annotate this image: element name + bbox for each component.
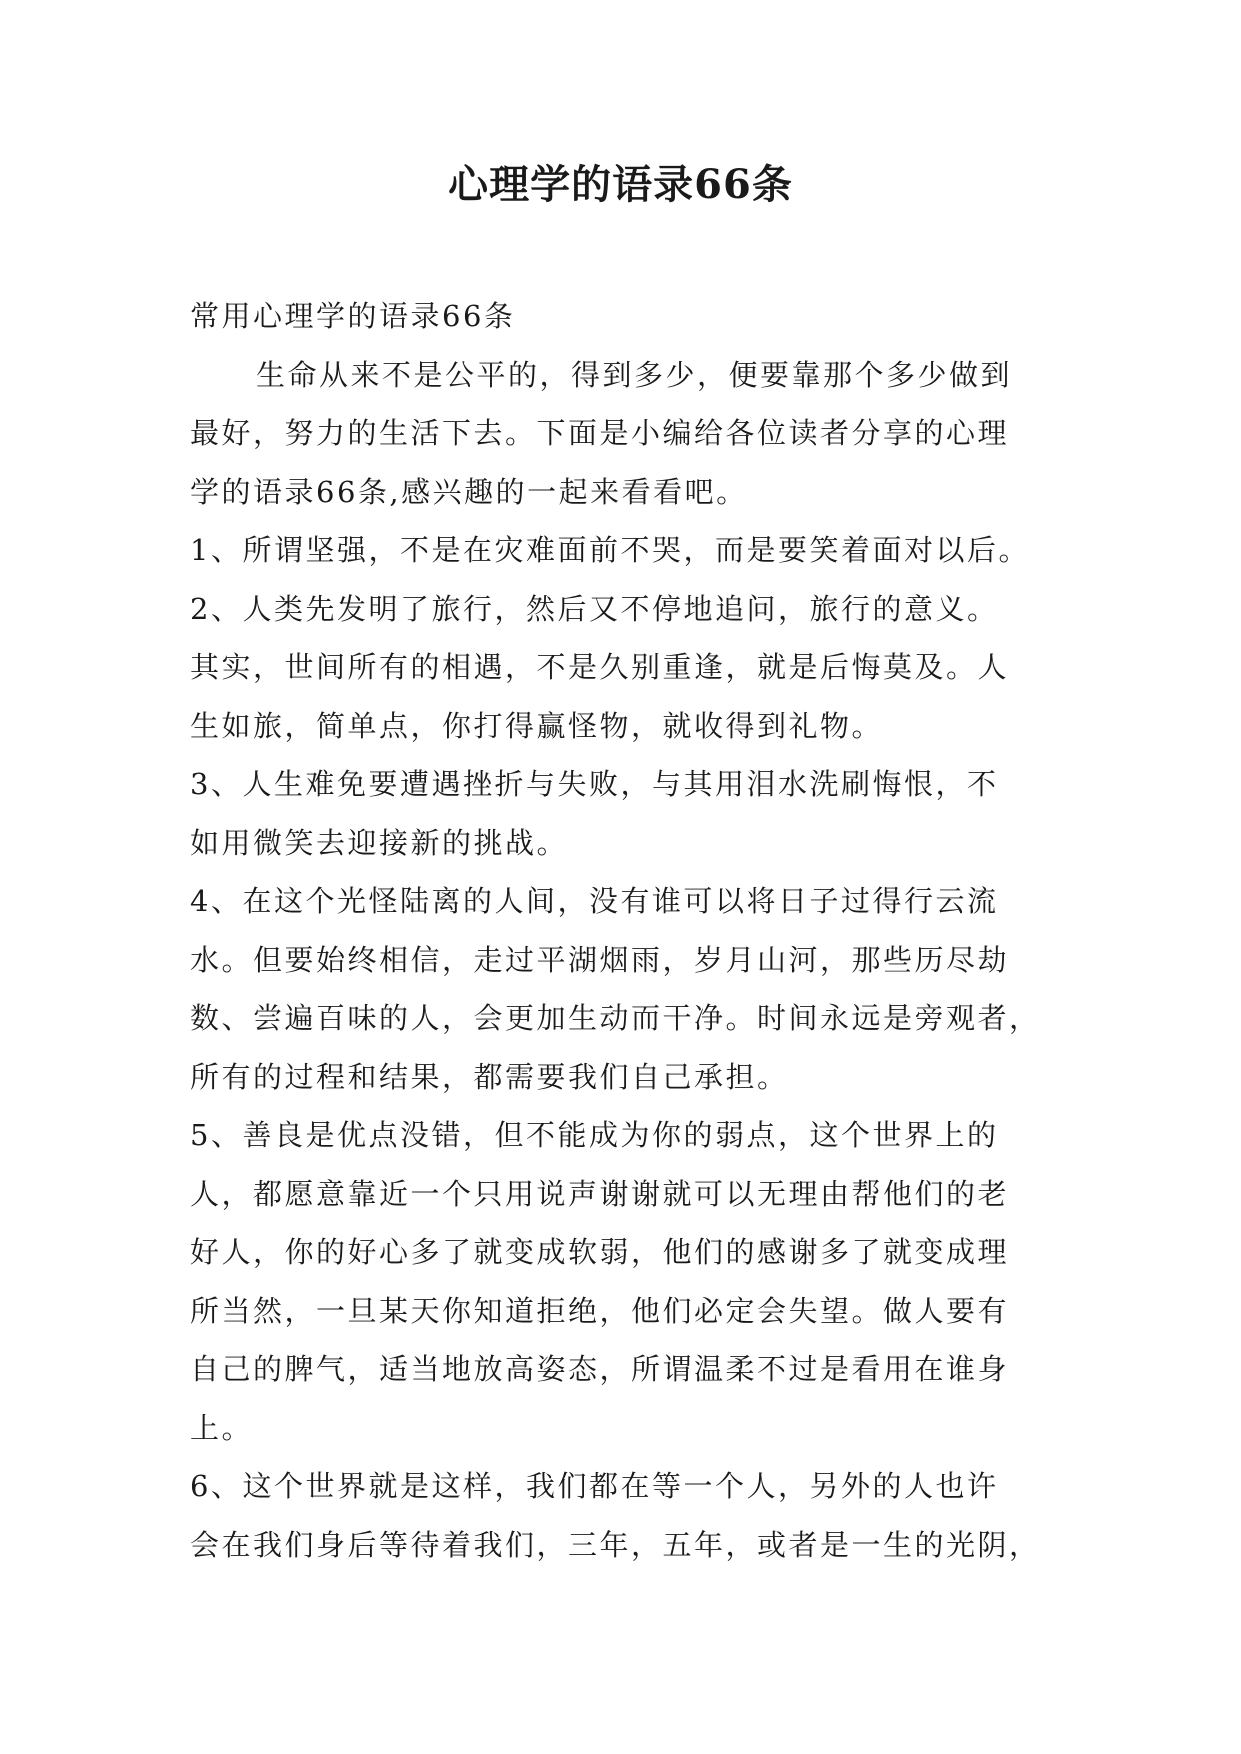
quote-line: 生如旅，简单点，你打得赢怪物，就收得到礼物。 bbox=[190, 708, 884, 743]
quote-line: 好人，你的好心多了就变成软弱，他们的感谢多了就变成理 bbox=[190, 1235, 1010, 1269]
quote-line: 5、善良是优点没错，但不能成为你的弱点，这个世界上的 bbox=[190, 1118, 999, 1152]
quote-line: 自己的脾气，适当地放高姿态，所谓温柔不过是看用在谁身 bbox=[190, 1352, 1010, 1386]
document-body bbox=[190, 287, 1070, 1574]
quote-line: 会在我们身后等待着我们，三年，五年，或者是一生的光阴， bbox=[190, 1527, 1041, 1562]
quote-line: 人，都愿意靠近一个只用说声谢谢就可以无理由帮他们的老 bbox=[190, 1176, 1010, 1211]
quote-line: 如用微笑去迎接新的挑战。 bbox=[190, 825, 569, 860]
quote-line: 4、在这个光怪陆离的人间，没有谁可以将日子过得行云流 bbox=[190, 884, 999, 918]
quote-line: 数、尝遍百味的人，会更加生动而干净。时间永远是旁观者， bbox=[190, 1001, 1041, 1035]
quote-line: 2、人类先发明了旅行，然后又不停地追问，旅行的意义。 bbox=[190, 591, 999, 626]
quote-line: 3、人生难免要遭遇挫折与失败，与其用泪水洗刷悔恨，不 bbox=[190, 767, 999, 801]
quote-line: 上。 bbox=[190, 1410, 254, 1445]
quote-line: 水。但要始终相信，走过平湖烟雨，岁月山河，那些历尽劫 bbox=[190, 942, 1010, 977]
quote-line: 其实，世间所有的相遇，不是久别重逢，就是后悔莫及。人 bbox=[190, 650, 1010, 684]
quote-line: 所有的过程和结果，都需要我们自己承担。 bbox=[190, 1059, 789, 1094]
quote-line: 所当然，一旦某天你知道拒绝，他们必定会失望。做人要有 bbox=[190, 1293, 1010, 1328]
intro-line: 学的语录66条,感兴趣的一起来看看吧。 bbox=[190, 474, 748, 509]
intro-line: 生命从来不是公平的，得到多少，便要靠那个多少做到 bbox=[256, 357, 1013, 392]
quote-line: 6、这个世界就是这样，我们都在等一个人，另外的人也许 bbox=[190, 1469, 999, 1503]
quote-line: 1、所谓坚强，不是在灾难面前不哭，而是要笑着面对以后。 bbox=[190, 533, 1030, 567]
subtitle-line: 常用心理学的语录66条 bbox=[190, 299, 516, 333]
intro-line: 最好，努力的生活下去。下面是小编给各位读者分享的心理 bbox=[190, 416, 1010, 450]
document-title: 心理学的语录66条 bbox=[448, 161, 793, 208]
